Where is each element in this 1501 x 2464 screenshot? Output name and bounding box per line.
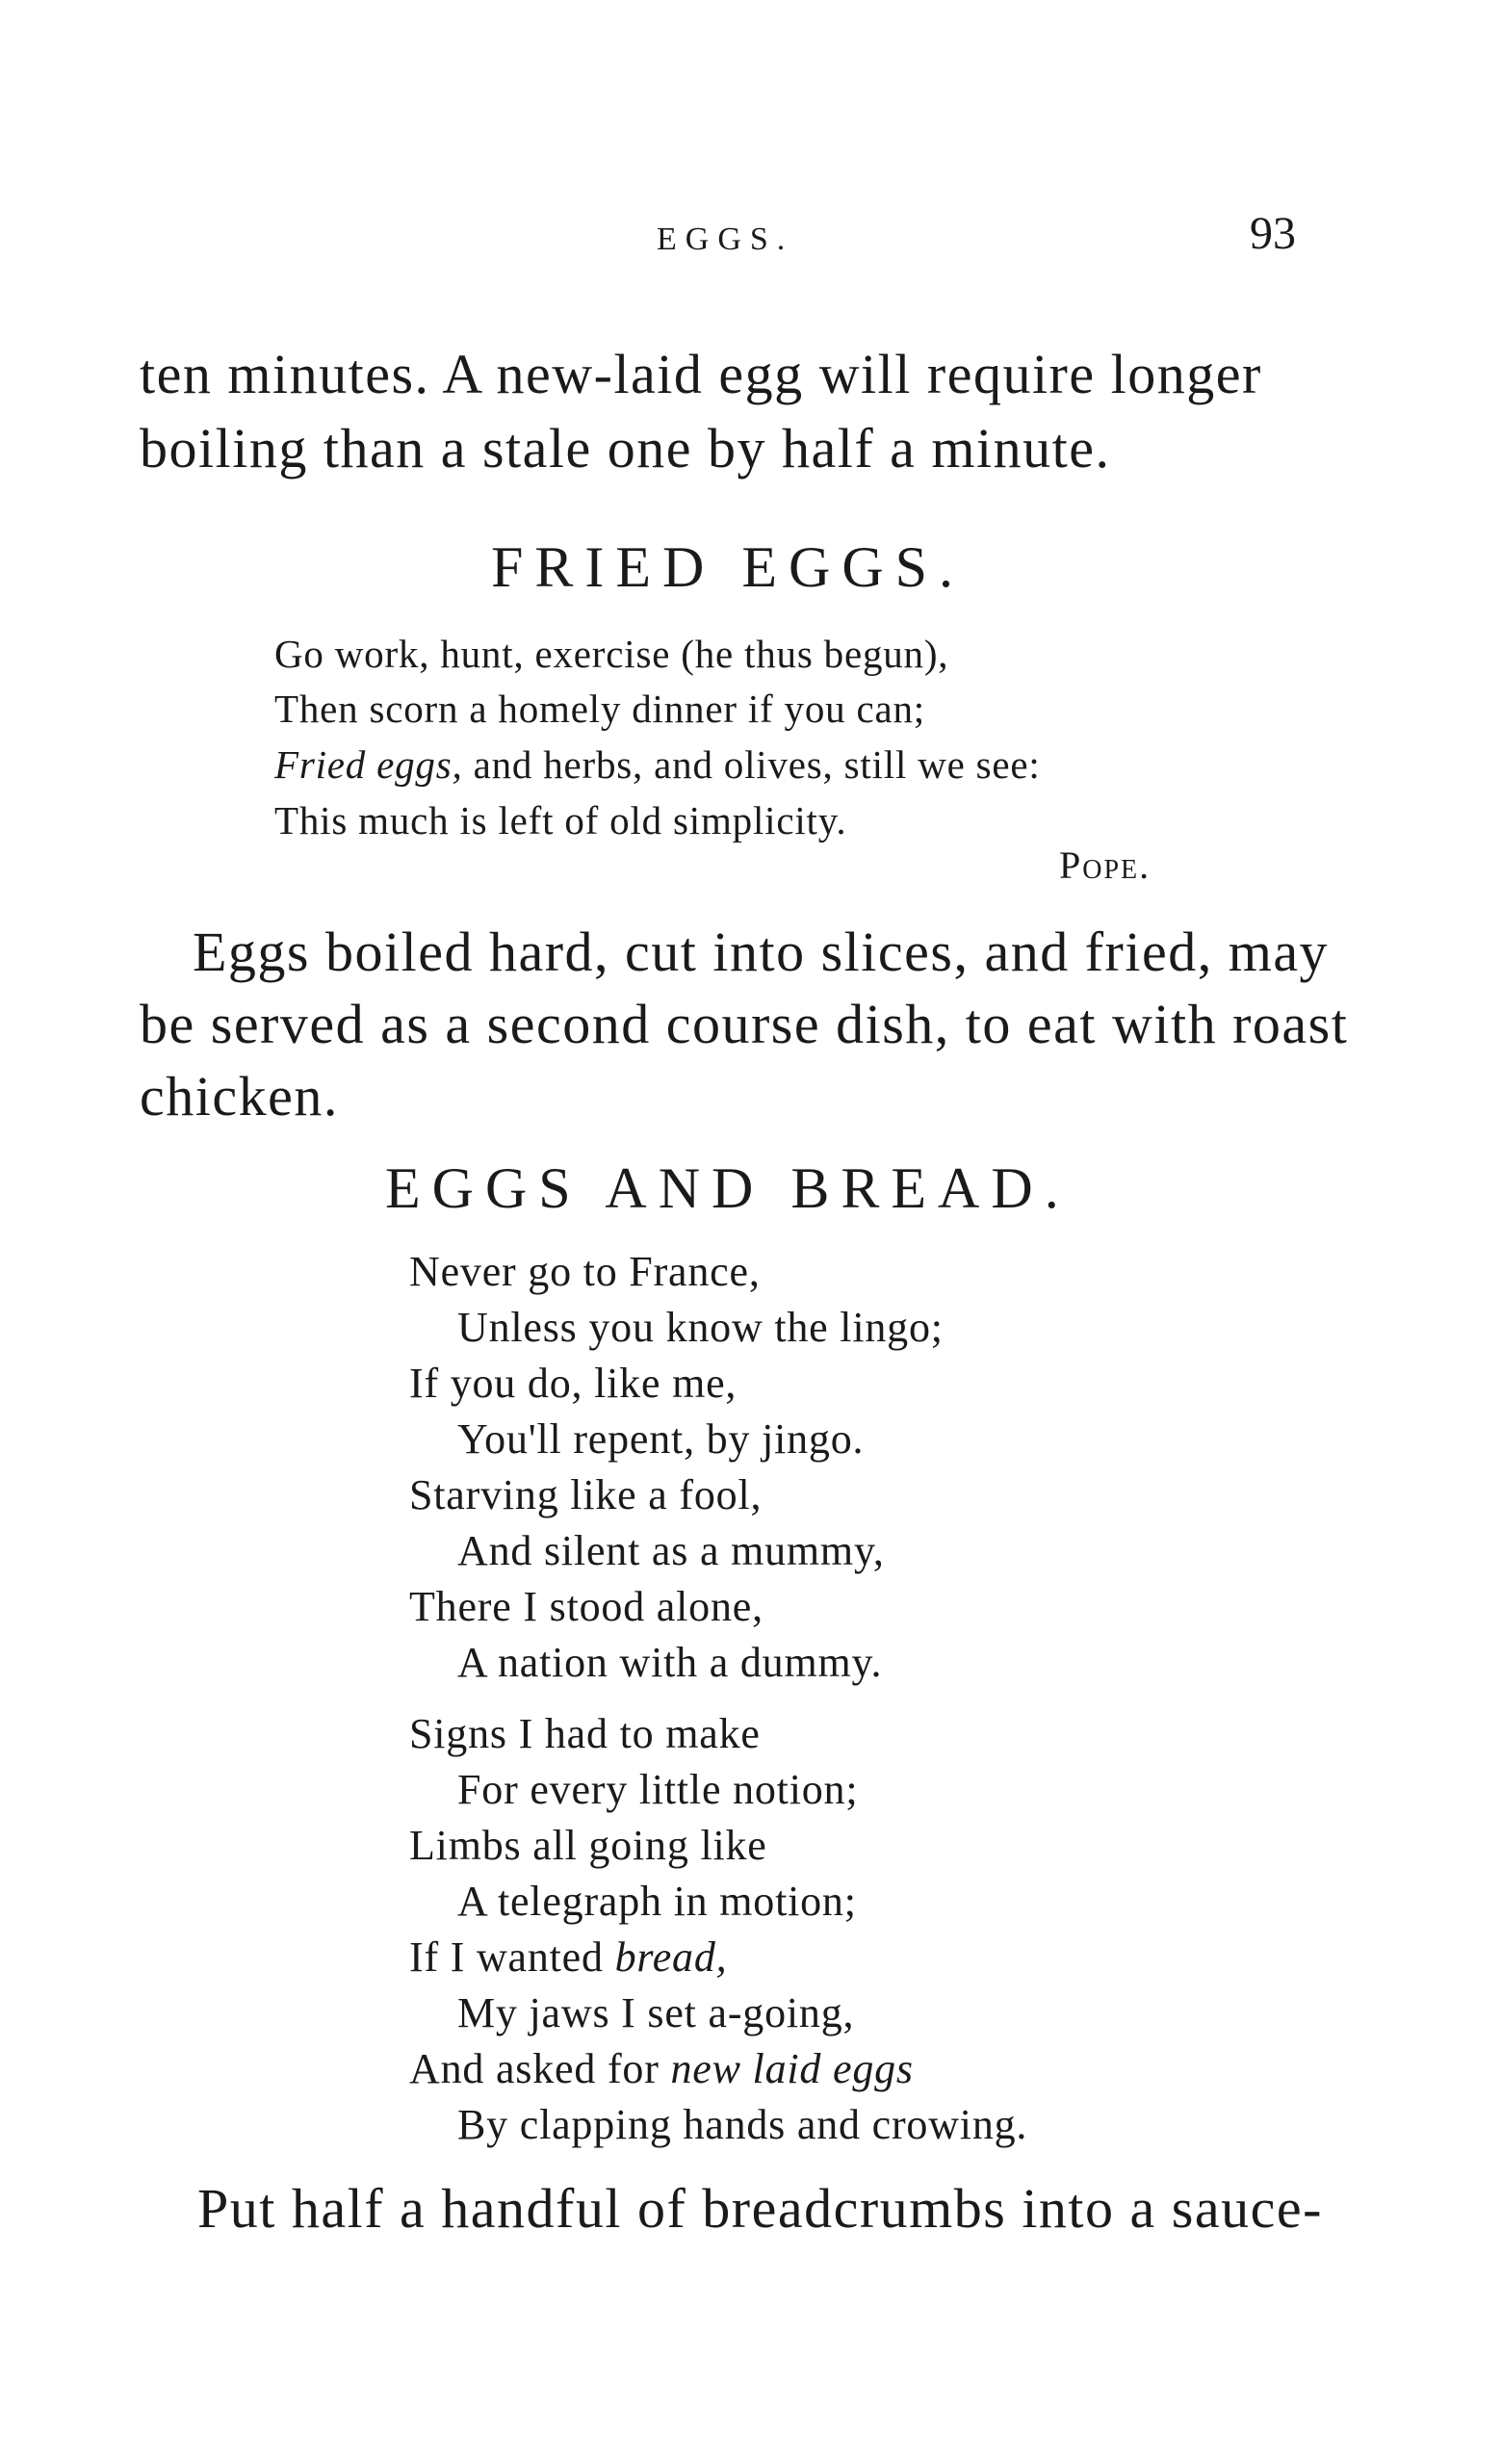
section-title-eggs-and-bread: EGGS AND BREAD.: [385, 1156, 1071, 1220]
poem-line: You'll repent, by jingo.: [457, 1415, 865, 1463]
verse-text: and herbs, and olives, still we see:: [462, 742, 1041, 787]
verse-italic-text: Fried eggs,: [274, 742, 463, 787]
poem-line: For every little notion;: [457, 1766, 859, 1813]
verse-line: [274, 741, 1041, 788]
poem-text: And asked for: [409, 2045, 671, 2092]
poem-line: If you do, like me,: [409, 1360, 738, 1407]
verse-attribution: Pope.: [1059, 843, 1152, 887]
poem-line: Starving like a fool,: [409, 1471, 763, 1518]
poem-italic-text: bread,: [614, 1933, 728, 1981]
poem-italic-text: new laid eggs: [670, 2045, 914, 2092]
poem-line: Limbs all going like: [409, 1822, 767, 1869]
poem-line: [409, 2044, 914, 2093]
poem-line: And silent as a mummy,: [457, 1527, 885, 1574]
verse-line: Then scorn a homely dinner if you can;: [274, 687, 925, 731]
poem-line: By clapping hands and crowing.: [457, 2101, 1028, 2148]
continuation-line-2: boiling than a stale one by half a minute.: [140, 417, 1111, 480]
poem-line: A telegraph in motion;: [457, 1878, 857, 1925]
paragraph-line: chicken.: [140, 1065, 339, 1128]
paragraph-line: Eggs boiled hard, cut into slices, and fried, may: [193, 921, 1330, 983]
poem-text: If I wanted: [409, 1933, 615, 1981]
closing-paragraph-line: Put half a handful of breadcrumbs into a sauce-: [197, 2177, 1323, 2240]
continuation-line-1: ten minutes. A new-laid egg will require longer: [140, 343, 1262, 405]
page-number: 93: [1250, 208, 1296, 259]
verse-line: Go work, hunt, exercise (he thus begun),: [274, 632, 949, 676]
poem-line: [409, 1932, 727, 1982]
poem-line: There I stood alone,: [409, 1583, 763, 1630]
paragraph-line: be served as a second course dish, to eat with roast: [140, 993, 1349, 1055]
poem-line: Never go to France,: [409, 1248, 761, 1295]
poem-line: Signs I had to make: [409, 1710, 761, 1757]
poem-line: Unless you know the lingo;: [457, 1304, 944, 1351]
section-title-fried-eggs: FRIED EGGS.: [491, 535, 966, 599]
verse-line: This much is left of old simplicity.: [274, 798, 847, 843]
running-head: EGGS.: [657, 221, 794, 257]
poem-line: A nation with a dummy.: [457, 1639, 883, 1686]
poem-line: My jaws I set a-going,: [457, 1989, 855, 2036]
